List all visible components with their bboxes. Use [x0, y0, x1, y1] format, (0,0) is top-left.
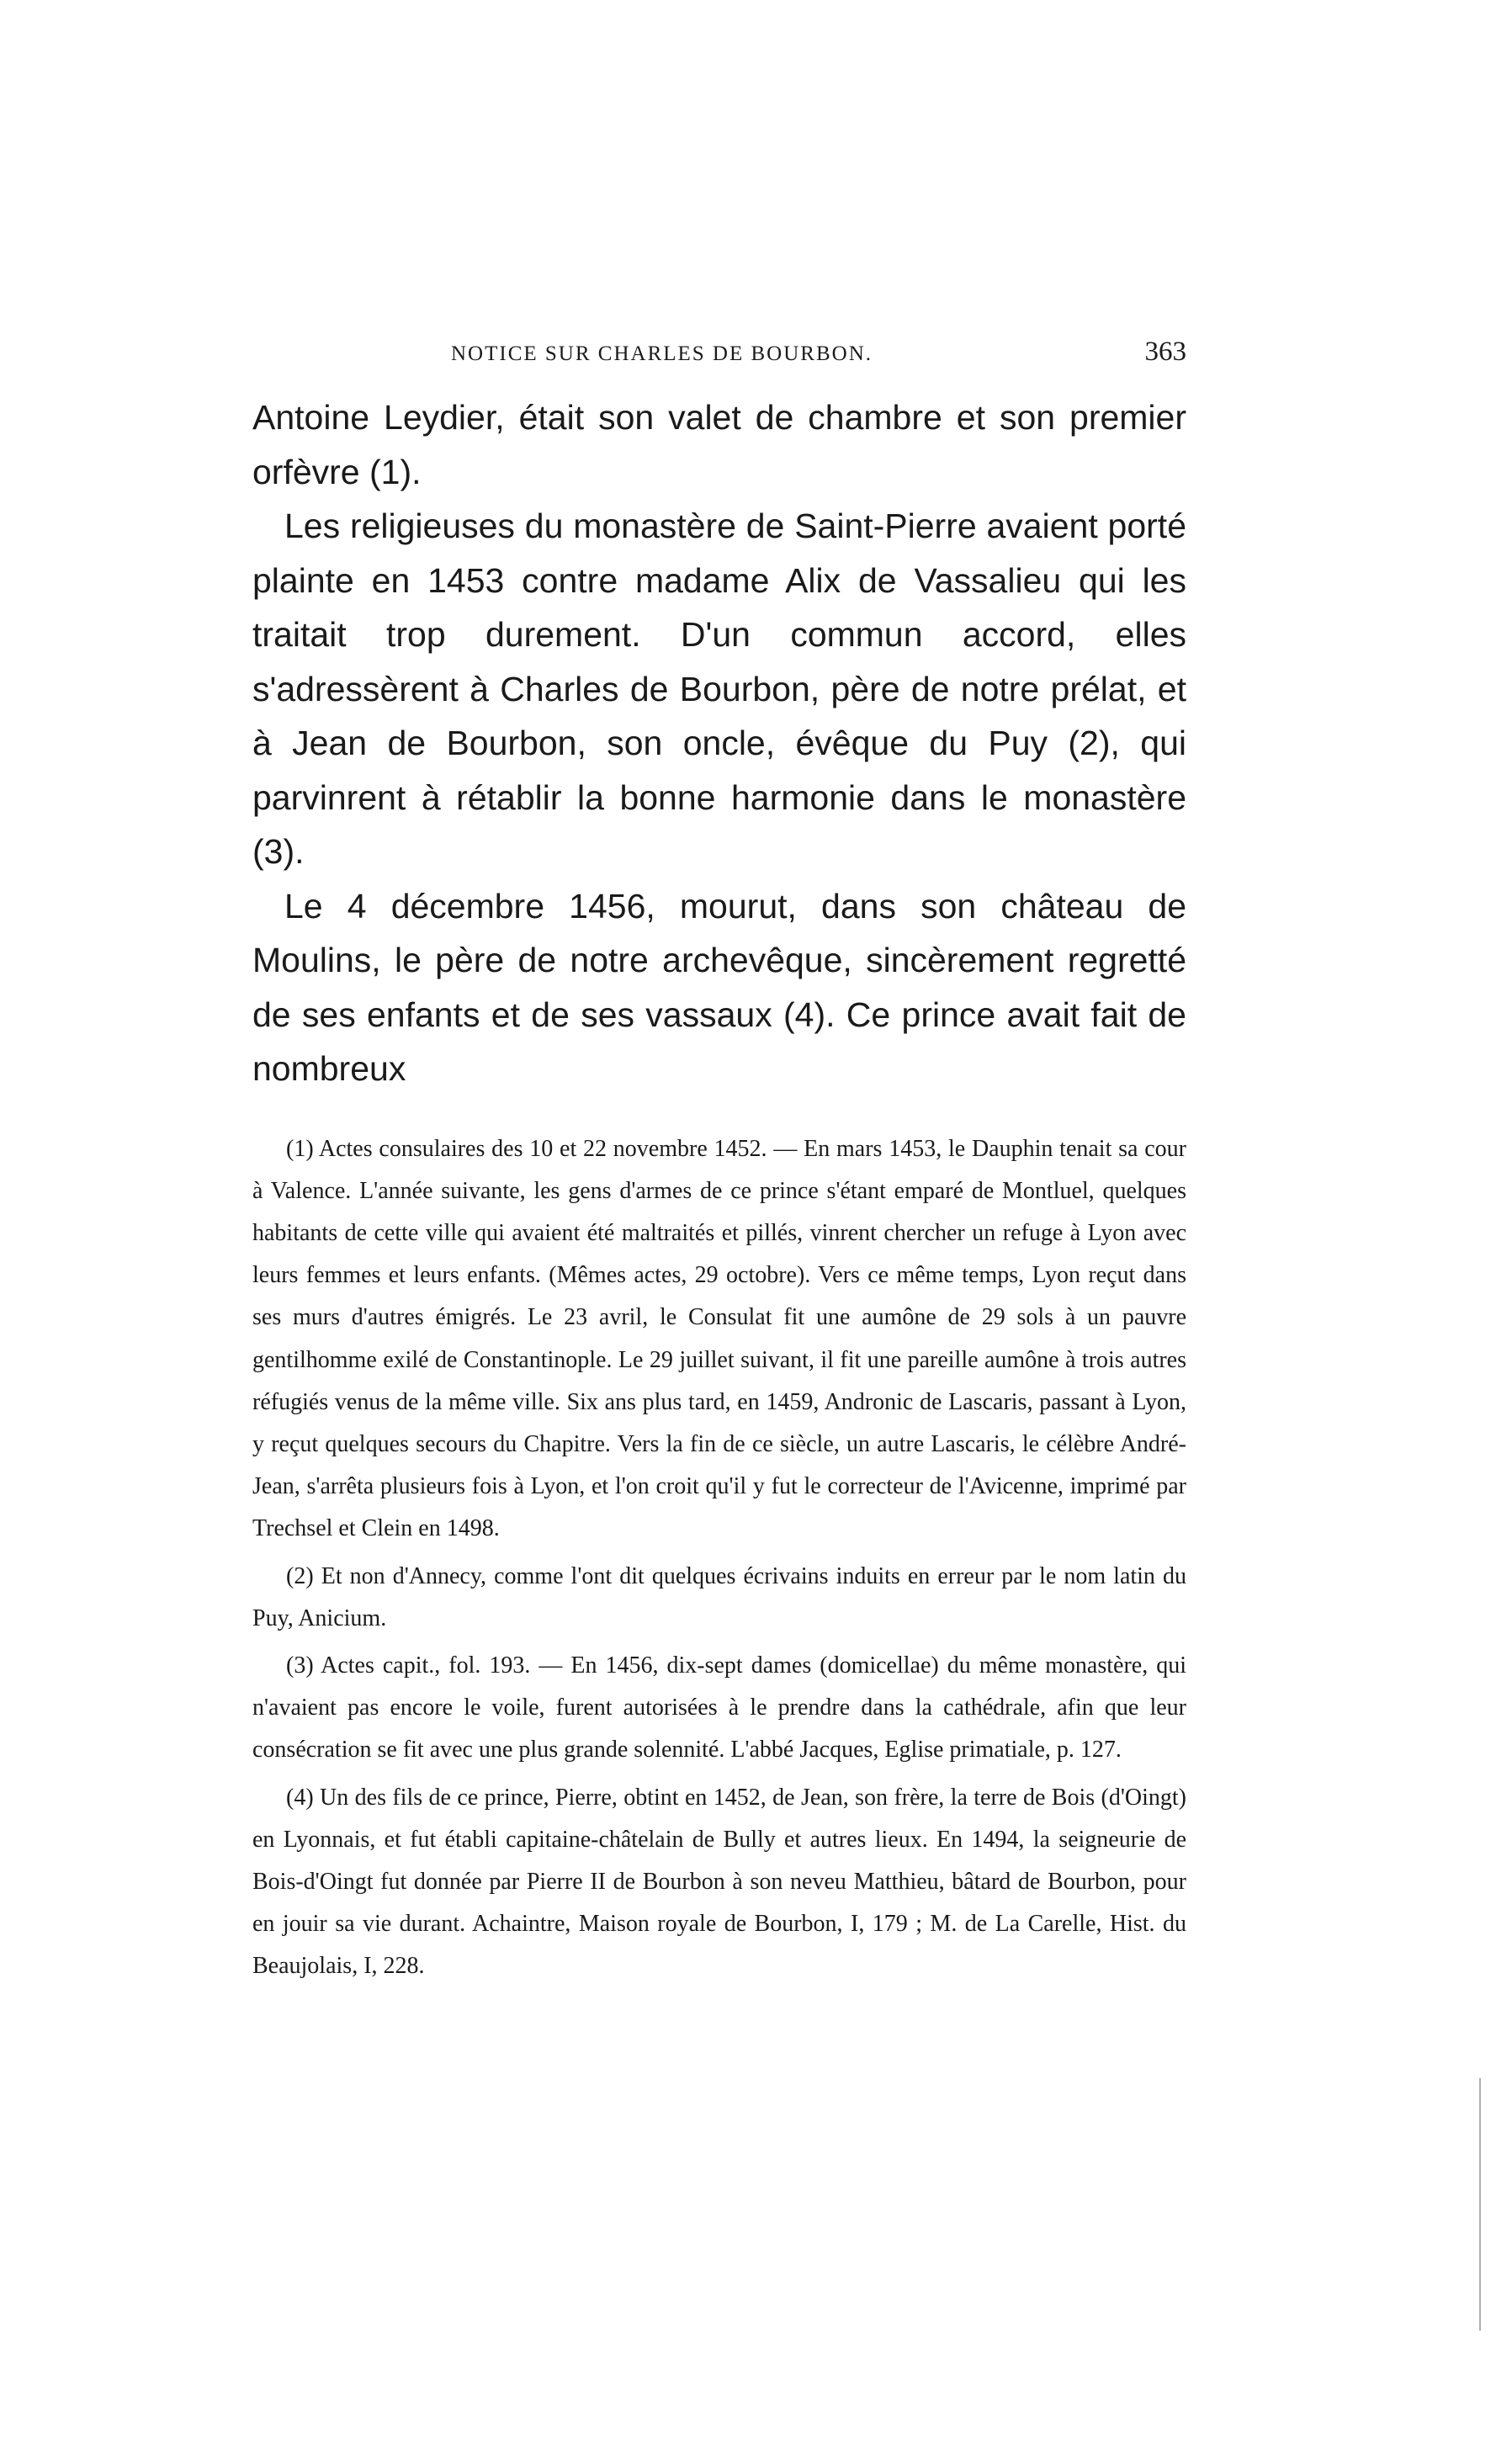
footnotes [252, 1128, 1186, 1988]
body-paragraph-2: Les religieuses du monastère de Saint-Pierre avaient porté plainte en 1453 contre madame Alix de Vassalieu qui les traitait trop durement. D'un commun accord, elles s'adressèrent à Charles de Bourbon, père de notre prélat, et à Jean de Bourbon, son oncle, évêque du Puy (2), qui parvinrent à rétablir la bonne harmonie dans le monastère (3). [252, 507, 1186, 871]
book-page [252, 337, 1186, 1988]
running-title: NOTICE SUR CHARLES DE BOURBON. [451, 342, 873, 365]
footnote-3: (3) Actes capit., fol. 193. — En 1456, dix-sept dames (domicellae) du même monastère, qui n'avaient pas encore le voile, furent autorisées à le prendre dans la cathédrale, afin que leur consécration se fit avec une plus grande solennité. L'abbé Jacques, Eglise primatiale, p. 127. [252, 1652, 1186, 1764]
footnote-1: (1) Actes consulaires des 10 et 22 novembre 1452. — En mars 1453, le Dauphin tenait sa cour à Valence. L'année suivante, les gens d'armes de ce prince s'étant emparé de Montluel, quelques habitants de cette ville qui avaient été maltraités et pillés, vinrent chercher un refuge à Lyon avec leurs femmes et leurs enfants. (Mêmes actes, 29 octobre). Vers ce même temps, Lyon reçut dans ses murs d'autres émigrés. Le 23 avril, le Consulat fit une aumône de 29 sols à un pauvre gentilhomme exilé de Constantinople. Le 29 juillet suivant, il fit une pareille aumône à trois autres réfugiés venus de la même ville. Six ans plus tard, en 1459, Andronic de Lascaris, passant à Lyon, y reçut quelques secours du Chapitre. Vers la fin de ce siècle, un autre Lascaris, le célèbre André-Jean, s'arrêta plusieurs fois à Lyon, et l'on croit qu'il y fut le correcteur de l'Avicenne, imprimé par Trechsel et Clein en 1498. [252, 1135, 1186, 1542]
body-text [252, 390, 1186, 1096]
body-paragraph-3: Le 4 décembre 1456, mourut, dans son château de Moulins, le père de notre archevêque, sincèrement regretté de ses enfants et de ses vassaux (4). Ce prince avait fait de nombreux [252, 886, 1186, 1088]
scan-edge-mark [1479, 2078, 1481, 2331]
page-number: 363 [1144, 337, 1186, 367]
footnote-4: (4) Un des fils de ce prince, Pierre, obtint en 1452, de Jean, son frère, la terre de Bois (d'Oingt) en Lyonnais, et fut établi capitaine-châtelain de Bully et autres lieux. En 1494, la seigneurie de Bois-d'Oingt fut donnée par Pierre II de Bourbon à son neveu Matthieu, bâtard de Bourbon, pour en jouir sa vie durant. Achaintre, Maison royale de Bourbon, I, 179 ; M. de La Carelle, Hist. du Beaujolais, I, 228. [252, 1784, 1186, 1980]
footnote-2: (2) Et non d'Annecy, comme l'ont dit quelques écrivains induits en erreur par le nom latin du Puy, Anicium. [252, 1562, 1186, 1631]
running-head [252, 337, 1186, 384]
body-paragraph-1: Antoine Leydier, était son valet de chambre et son premier orfèvre (1). [252, 398, 1186, 491]
